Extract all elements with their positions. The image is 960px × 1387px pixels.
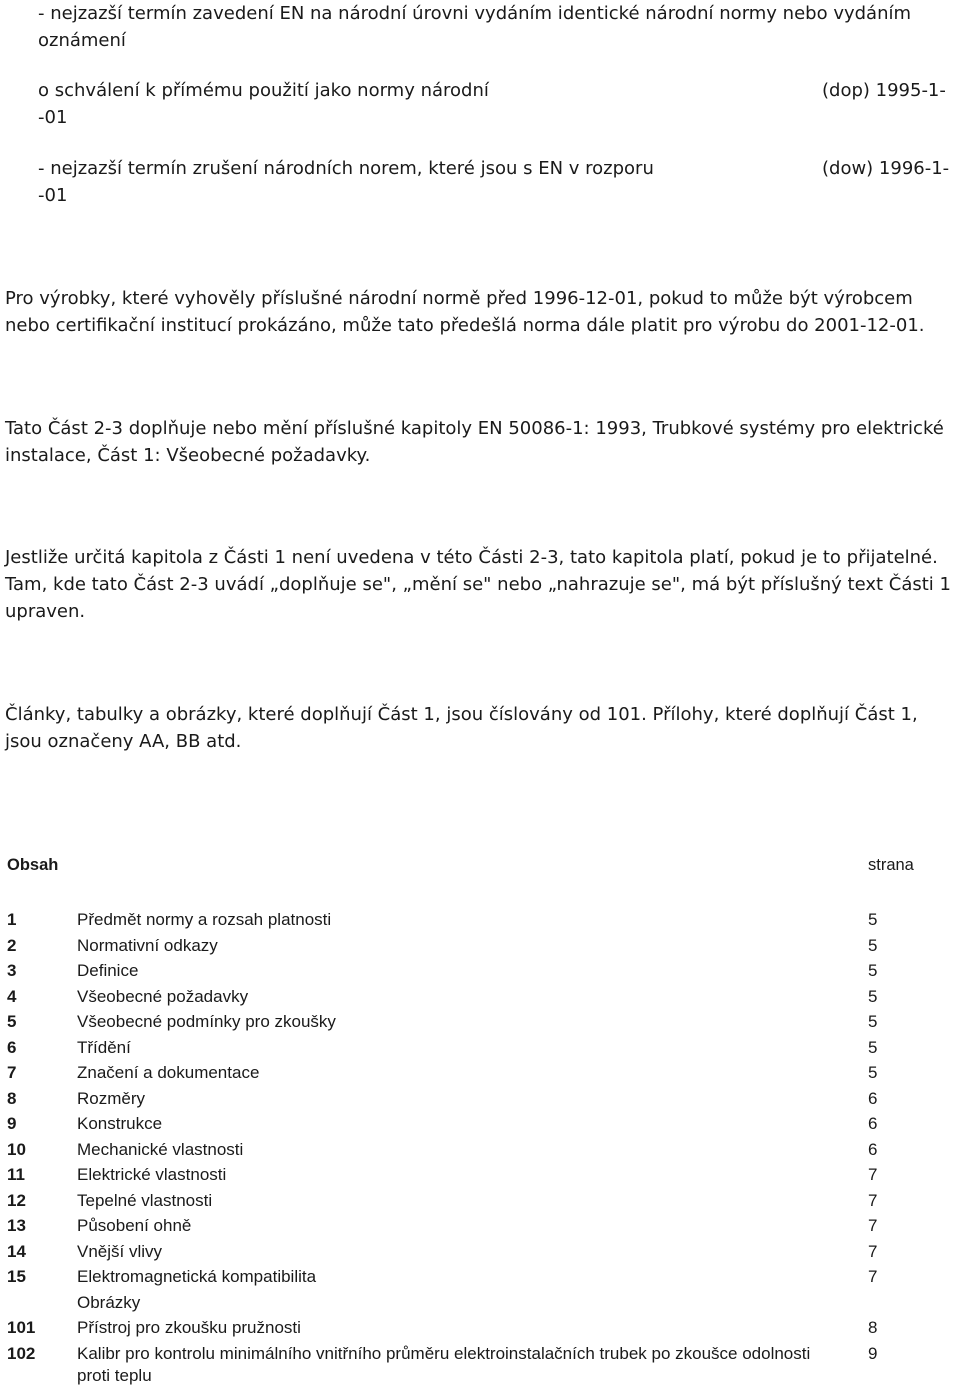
toc-row-number: 12 bbox=[7, 1190, 26, 1210]
toc-row bbox=[0, 1088, 960, 1114]
toc-row bbox=[0, 1190, 960, 1216]
toc-row bbox=[0, 1164, 960, 1190]
toc-row-page: 7 bbox=[868, 1267, 878, 1286]
toc-row-page: 6 bbox=[868, 1088, 878, 1108]
toc-row-page: 7 bbox=[868, 1165, 878, 1184]
dow-value: (dow) 1996-1- bbox=[822, 158, 950, 179]
toc-row bbox=[0, 1139, 960, 1165]
toc-row-number: 13 bbox=[7, 1216, 26, 1235]
toc-row-title: Vnější vlivy bbox=[77, 1241, 163, 1261]
dav-line-2: oznámení bbox=[38, 30, 126, 51]
toc-figure-row bbox=[0, 1343, 960, 1387]
toc-row-number: 11 bbox=[7, 1165, 25, 1184]
toc-row bbox=[0, 1011, 960, 1037]
toc-row-number: 7 bbox=[7, 1063, 17, 1082]
toc-row-page: 5 bbox=[868, 986, 878, 1006]
dop-value: (dop) 1995-1- bbox=[822, 80, 946, 101]
toc-row-title: Definice bbox=[77, 961, 139, 980]
dow-continuation: -01 bbox=[38, 185, 68, 206]
toc-row-title: Konstrukce bbox=[77, 1114, 163, 1133]
toc-row-title: Přístroj pro zkoušku pružnosti bbox=[77, 1318, 301, 1337]
toc-row-title: Elektromagnetická kompatibilita bbox=[77, 1267, 317, 1286]
toc-row bbox=[0, 1113, 960, 1139]
toc-row-title: Elektrické vlastnosti bbox=[77, 1165, 227, 1184]
numbering-paragraph: Články, tabulky a obrázky, které doplňují Část 1, jsou číslovány od 101. Přílohy, které doplňují Část 1, jsou označeny AA, BB atd. bbox=[5, 704, 918, 752]
toc-row-title: Normativní odkazy bbox=[77, 935, 218, 955]
toc-row-page: 6 bbox=[868, 1114, 878, 1133]
toc-row-title: Kalibr pro kontrolu minimálního vnitřního průměru elektroinstalačních trubek po zkoušce odolnosti proti teplu bbox=[77, 1343, 811, 1385]
toc-row-title: Mechanické vlastnosti bbox=[77, 1139, 244, 1159]
toc-row bbox=[0, 986, 960, 1012]
toc-row-page: 7 bbox=[868, 1216, 878, 1235]
toc-row-number: 6 bbox=[7, 1037, 17, 1057]
transition-paragraph: Pro výrobky, které vyhověly příslušné národní normě před 1996-12-01, pokud to může být výrobcem nebo certifikační institucí prokázáno, může tato předešlá norma dále platit pro výrobu do 2001-12-01. bbox=[5, 288, 925, 336]
toc-row-title: Všeobecné podmínky pro zkoušky bbox=[77, 1012, 336, 1031]
dav-line-1: - nejzazší termín zavedení EN na národní úrovni vydáním identické národní normy nebo vydáním bbox=[38, 3, 912, 24]
toc-row-page: 7 bbox=[868, 1190, 878, 1210]
toc-row-number: 102 bbox=[7, 1343, 36, 1363]
toc-row bbox=[0, 1266, 960, 1292]
toc-row-title: Všeobecné požadavky bbox=[77, 986, 249, 1006]
toc-row-page: 5 bbox=[868, 1037, 878, 1057]
toc-row-number: 1 bbox=[7, 910, 17, 929]
toc-row-page: 5 bbox=[868, 1012, 878, 1031]
dow-label: - nejzazší termín zrušení národních norem, které jsou s EN v rozporu bbox=[38, 158, 654, 179]
toc-row-page: 5 bbox=[868, 1063, 878, 1082]
toc-row-page: 5 bbox=[868, 961, 878, 980]
toc-row bbox=[0, 935, 960, 961]
toc-row bbox=[0, 1062, 960, 1088]
toc-page-heading: strana bbox=[868, 856, 914, 874]
toc-row-number: 2 bbox=[7, 935, 17, 955]
toc-figure-row bbox=[0, 1317, 960, 1343]
toc-row-title: Třídění bbox=[77, 1037, 131, 1057]
toc-row-page: 7 bbox=[868, 1241, 878, 1261]
dop-continuation: -01 bbox=[38, 107, 68, 128]
toc-row bbox=[0, 909, 960, 935]
toc-row-number: 3 bbox=[7, 961, 17, 980]
toc-row-title: Tepelné vlastnosti bbox=[77, 1190, 213, 1210]
toc-row bbox=[0, 1241, 960, 1267]
toc-row-number: 5 bbox=[7, 1012, 17, 1031]
toc-row-number: 15 bbox=[7, 1267, 26, 1286]
toc-row-page: 5 bbox=[868, 935, 878, 955]
toc-row-number: 4 bbox=[7, 986, 17, 1006]
toc-row-page: 5 bbox=[868, 910, 878, 929]
toc-row-page: 6 bbox=[868, 1139, 878, 1159]
toc-row-number: 9 bbox=[7, 1114, 17, 1133]
toc-row-title: Předmět normy a rozsah platnosti bbox=[77, 910, 332, 929]
toc-row-number: 14 bbox=[7, 1241, 26, 1261]
toc-row-title: Rozměry bbox=[77, 1088, 146, 1108]
toc-row bbox=[0, 1215, 960, 1241]
toc-row-number: 101 bbox=[7, 1318, 36, 1337]
toc-row bbox=[0, 960, 960, 986]
toc-row-number: 10 bbox=[7, 1139, 26, 1159]
toc-row-page: 8 bbox=[868, 1318, 878, 1337]
toc-figures-heading: Obrázky bbox=[77, 1292, 141, 1312]
toc-row-number: 8 bbox=[7, 1088, 17, 1108]
scope-paragraph: Tato Část 2-3 doplňuje nebo mění příslušné kapitoly EN 50086-1: 1993, Trubkové systémy pro elektrické instalace, Část 1: Všeobecné požadavky. bbox=[5, 418, 944, 466]
toc-row-title: Působení ohně bbox=[77, 1216, 192, 1235]
toc-figures-heading-row bbox=[0, 1292, 960, 1318]
dop-label: o schválení k přímému použití jako normy národní bbox=[38, 80, 489, 101]
toc-row-page: 9 bbox=[868, 1343, 878, 1363]
toc-row bbox=[0, 1037, 960, 1063]
applicability-paragraph: Jestliže určitá kapitola z Části 1 není uvedena v této Části 2-3, tato kapitola platí, pokud je to přijatelné. Tam, kde tato Část 2-3 uvádí „doplňuje se", „mění se" nebo „nahrazuje se", má být příslušný text Části 1 upraven. bbox=[5, 547, 951, 622]
toc-row-title: Značení a dokumentace bbox=[77, 1063, 260, 1082]
toc-heading: Obsah bbox=[7, 856, 59, 874]
